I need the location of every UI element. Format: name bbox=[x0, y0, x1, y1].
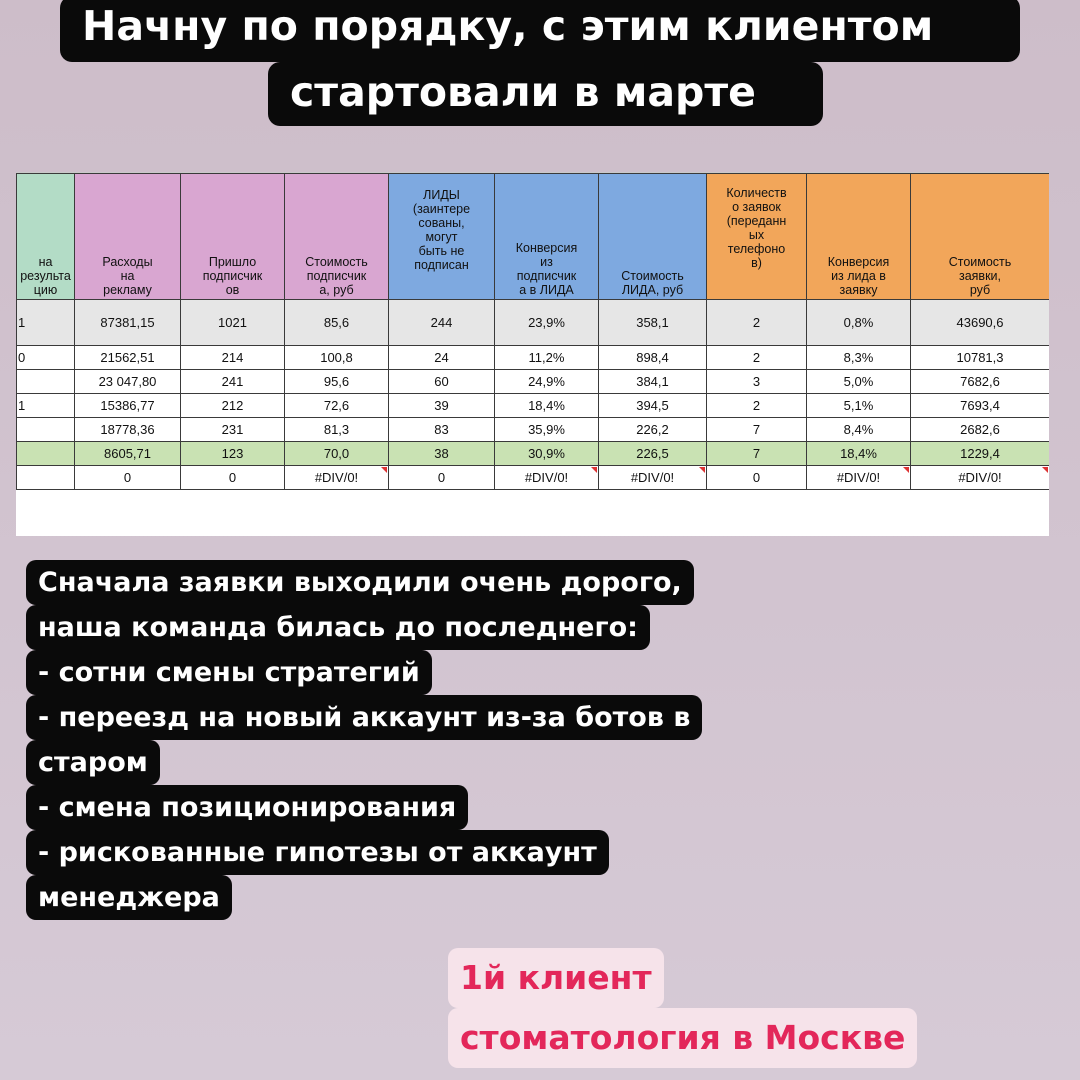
table-cell: 1021 bbox=[181, 300, 285, 346]
table-cell: 21562,51 bbox=[75, 346, 181, 370]
table-cell: 43690,6 bbox=[911, 300, 1050, 346]
table-cell: 10781,3 bbox=[911, 346, 1050, 370]
table-cell bbox=[17, 370, 75, 394]
table-cell: #DIV/0! bbox=[495, 466, 599, 490]
header-cell bbox=[75, 174, 181, 300]
table-cell: 35,9% bbox=[495, 418, 599, 442]
table-cell: 226,2 bbox=[599, 418, 707, 442]
table-row bbox=[17, 394, 1050, 418]
table-cell: 39 bbox=[389, 394, 495, 418]
table-cell: 18,4% bbox=[807, 442, 911, 466]
table-cell: 241 bbox=[181, 370, 285, 394]
header-cell bbox=[495, 174, 599, 300]
table-cell bbox=[17, 466, 75, 490]
header-cell bbox=[707, 174, 807, 300]
header-label: Стоимость ЛИДА, руб bbox=[621, 269, 684, 297]
header-label: Расходы на рекламу bbox=[102, 255, 153, 297]
header-cell bbox=[389, 174, 495, 300]
body-line-8: менеджера bbox=[26, 875, 232, 920]
table-cell: 5,1% bbox=[807, 394, 911, 418]
caption-line-2: стоматология в Москве bbox=[448, 1008, 917, 1068]
table-cell: 7 bbox=[707, 418, 807, 442]
header-cell bbox=[181, 174, 285, 300]
table-cell: 1 bbox=[17, 394, 75, 418]
table-cell: 2682,6 bbox=[911, 418, 1050, 442]
table-row bbox=[17, 346, 1050, 370]
table-cell: 123 bbox=[181, 442, 285, 466]
caption-line-1: 1й клиент bbox=[448, 948, 664, 1008]
table-row bbox=[17, 418, 1050, 442]
body-line-3: - сотни смены стратегий bbox=[26, 650, 432, 695]
table-row bbox=[17, 370, 1050, 394]
table-cell: 0,8% bbox=[807, 300, 911, 346]
table-row bbox=[17, 466, 1050, 490]
spreadsheet-image bbox=[16, 172, 1049, 536]
header-label: Конверсия из подписчик а в ЛИДА bbox=[515, 241, 578, 297]
table-cell: 5,0% bbox=[807, 370, 911, 394]
table-cell: 30,9% bbox=[495, 442, 599, 466]
header-label: Стоимость подписчик а, руб bbox=[305, 255, 368, 297]
table-cell: #DIV/0! bbox=[285, 466, 389, 490]
table-cell: 7693,4 bbox=[911, 394, 1050, 418]
header-label: ЛИДЫ (заинтере сованы, могут быть не подписан bbox=[412, 188, 471, 272]
header-label: на результа цию bbox=[20, 255, 71, 297]
table-cell: 72,6 bbox=[285, 394, 389, 418]
table-header-row bbox=[17, 174, 1050, 300]
table-cell: 11,2% bbox=[495, 346, 599, 370]
header-cell bbox=[911, 174, 1050, 300]
body-line-4: - переезд на новый аккаунт из-за ботов в bbox=[26, 695, 702, 740]
body-line-2: наша команда билась до последнего: bbox=[26, 605, 650, 650]
table-cell: 7682,6 bbox=[911, 370, 1050, 394]
header-cell bbox=[17, 174, 75, 300]
table-cell: #DIV/0! bbox=[599, 466, 707, 490]
header-label: Конверсия из лида в заявку bbox=[827, 255, 890, 297]
table-cell: 95,6 bbox=[285, 370, 389, 394]
table-cell: 214 bbox=[181, 346, 285, 370]
metrics-table bbox=[16, 173, 1049, 490]
table-cell bbox=[17, 442, 75, 466]
table-cell: 212 bbox=[181, 394, 285, 418]
table-cell: 0 bbox=[389, 466, 495, 490]
header-label: Стоимость заявки, руб bbox=[948, 255, 1012, 297]
table-cell: 8,4% bbox=[807, 418, 911, 442]
table-cell: 2 bbox=[707, 300, 807, 346]
table-cell: 394,5 bbox=[599, 394, 707, 418]
table-cell: 2 bbox=[707, 394, 807, 418]
table-cell: 81,3 bbox=[285, 418, 389, 442]
table-cell: 226,5 bbox=[599, 442, 707, 466]
table-cell: 384,1 bbox=[599, 370, 707, 394]
header-cell bbox=[599, 174, 707, 300]
table-row bbox=[17, 442, 1050, 466]
table-cell: 898,4 bbox=[599, 346, 707, 370]
table-cell: 0 bbox=[707, 466, 807, 490]
table-cell: 1229,4 bbox=[911, 442, 1050, 466]
table-cell: 100,8 bbox=[285, 346, 389, 370]
table-cell: 358,1 bbox=[599, 300, 707, 346]
table-cell: 8,3% bbox=[807, 346, 911, 370]
table-cell: 0 bbox=[17, 346, 75, 370]
table-cell: 70,0 bbox=[285, 442, 389, 466]
table-cell: 0 bbox=[75, 466, 181, 490]
table-cell: 23 047,80 bbox=[75, 370, 181, 394]
table-cell: 18778,36 bbox=[75, 418, 181, 442]
table-cell: 7 bbox=[707, 442, 807, 466]
table-cell: 15386,77 bbox=[75, 394, 181, 418]
table-row bbox=[17, 300, 1050, 346]
table-cell: 38 bbox=[389, 442, 495, 466]
table-cell: 24,9% bbox=[495, 370, 599, 394]
table-cell: 83 bbox=[389, 418, 495, 442]
body-line-7: - рискованные гипотезы от аккаунт bbox=[26, 830, 609, 875]
table-cell: 2 bbox=[707, 346, 807, 370]
body-line-5: старом bbox=[26, 740, 160, 785]
table-cell: 8605,71 bbox=[75, 442, 181, 466]
table-cell: 3 bbox=[707, 370, 807, 394]
table-cell bbox=[17, 418, 75, 442]
headline-line-1: Начну по порядку, с этим клиентом bbox=[60, 0, 1020, 62]
headline-line-2: стартовали в марте bbox=[268, 62, 823, 126]
header-cell bbox=[285, 174, 389, 300]
table-cell: 24 bbox=[389, 346, 495, 370]
table-cell: 60 bbox=[389, 370, 495, 394]
table-cell: 1 bbox=[17, 300, 75, 346]
header-label: Количеств о заявок (переданн ых телефоно в) bbox=[726, 186, 787, 270]
table-cell: 23,9% bbox=[495, 300, 599, 346]
header-label: Пришло подписчик ов bbox=[202, 255, 263, 297]
header-cell bbox=[807, 174, 911, 300]
table-cell: #DIV/0! bbox=[911, 466, 1050, 490]
body-line-1: Сначала заявки выходили очень дорого, bbox=[26, 560, 694, 605]
table-cell: 87381,15 bbox=[75, 300, 181, 346]
table-cell: 0 bbox=[181, 466, 285, 490]
table-cell: 18,4% bbox=[495, 394, 599, 418]
table-cell: #DIV/0! bbox=[807, 466, 911, 490]
table-cell: 231 bbox=[181, 418, 285, 442]
table-cell: 244 bbox=[389, 300, 495, 346]
table-cell: 85,6 bbox=[285, 300, 389, 346]
body-line-6: - смена позиционирования bbox=[26, 785, 468, 830]
